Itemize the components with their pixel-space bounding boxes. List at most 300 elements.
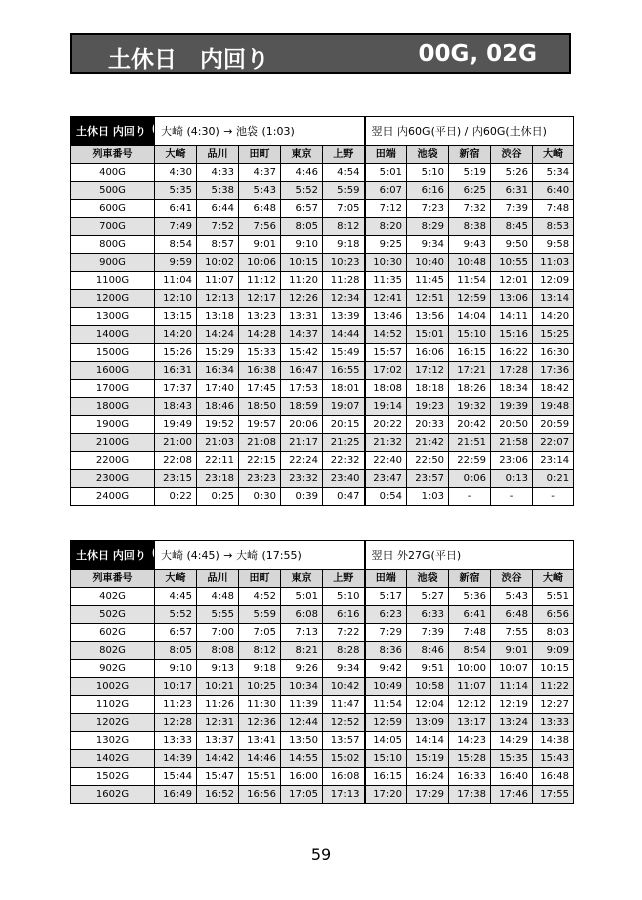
time-cell: 15:10 — [365, 750, 407, 768]
time-cell: 13:33 — [533, 714, 574, 732]
time-cell: 10:23 — [323, 254, 365, 272]
time-cell: 8:05 — [155, 642, 197, 660]
table-row — [71, 398, 574, 416]
table-row — [71, 786, 574, 804]
time-cell: 17:20 — [365, 786, 407, 804]
time-cell: 5:34 — [533, 164, 574, 182]
time-cell: 18:26 — [449, 380, 491, 398]
train-number-cell: 1102G — [71, 696, 155, 714]
time-cell: 8:03 — [533, 624, 574, 642]
time-cell: 20:15 — [323, 416, 365, 434]
time-cell: 10:00 — [449, 660, 491, 678]
table-row — [71, 254, 574, 272]
time-cell: 15:47 — [197, 768, 239, 786]
time-cell: 11:30 — [239, 696, 281, 714]
table-row — [71, 696, 574, 714]
time-cell: 0:30 — [239, 488, 281, 506]
time-cell: 9:01 — [491, 642, 533, 660]
time-cell: 10:49 — [365, 678, 407, 696]
time-cell: 16:15 — [449, 344, 491, 362]
train-number-cell: 1200G — [71, 290, 155, 308]
column-header: 新宿 — [449, 146, 491, 164]
train-number-cell: 1100G — [71, 272, 155, 290]
time-cell: 12:31 — [197, 714, 239, 732]
time-cell: 21:03 — [197, 434, 239, 452]
time-cell: 14:38 — [533, 732, 574, 750]
train-number-cell: 400G — [71, 164, 155, 182]
column-header: 東京 — [281, 570, 323, 588]
column-header: 品川 — [197, 570, 239, 588]
time-cell: 5:19 — [449, 164, 491, 182]
time-cell: 7:39 — [407, 624, 449, 642]
train-number-cell: 402G — [71, 588, 155, 606]
time-cell: 11:45 — [407, 272, 449, 290]
time-cell: 8:54 — [449, 642, 491, 660]
time-cell: 19:14 — [365, 398, 407, 416]
train-number-cell: 600G — [71, 200, 155, 218]
time-cell: 15:49 — [323, 344, 365, 362]
time-cell: 16:15 — [365, 768, 407, 786]
time-cell: 6:57 — [281, 200, 323, 218]
time-cell: 14:05 — [365, 732, 407, 750]
time-cell: 10:15 — [281, 254, 323, 272]
time-cell: 20:50 — [491, 416, 533, 434]
time-cell: 8:38 — [449, 218, 491, 236]
train-number-cell: 700G — [71, 218, 155, 236]
table-row — [71, 236, 574, 254]
time-cell: 15:19 — [407, 750, 449, 768]
time-cell: 14:23 — [449, 732, 491, 750]
time-cell: 17:21 — [449, 362, 491, 380]
table-row — [71, 380, 574, 398]
time-cell: 0:21 — [533, 470, 574, 488]
time-cell: 13:17 — [449, 714, 491, 732]
time-cell: 6:31 — [491, 182, 533, 200]
time-cell: 6:48 — [239, 200, 281, 218]
time-cell: 23:57 — [407, 470, 449, 488]
header-title: 土休日 内回り — [108, 47, 269, 73]
time-cell: 13:50 — [281, 732, 323, 750]
time-cell: 5:01 — [281, 588, 323, 606]
time-cell: 5:01 — [365, 164, 407, 182]
time-cell: 10:17 — [155, 678, 197, 696]
time-cell: 13:46 — [365, 308, 407, 326]
time-cell: 5:43 — [239, 182, 281, 200]
time-cell: 15:25 — [533, 326, 574, 344]
train-number-cell: 1500G — [71, 344, 155, 362]
time-cell: 16:52 — [197, 786, 239, 804]
time-cell: 12:34 — [323, 290, 365, 308]
time-cell: 10:15 — [533, 660, 574, 678]
time-cell: 10:48 — [449, 254, 491, 272]
time-cell: 6:57 — [155, 624, 197, 642]
time-cell: 5:17 — [365, 588, 407, 606]
time-cell: 8:53 — [533, 218, 574, 236]
time-cell: 7:23 — [407, 200, 449, 218]
time-cell: 15:57 — [365, 344, 407, 362]
time-cell: 6:48 — [491, 606, 533, 624]
time-cell: 13:24 — [491, 714, 533, 732]
train-number-cell: 900G — [71, 254, 155, 272]
time-cell: 15:44 — [155, 768, 197, 786]
time-cell: 20:33 — [407, 416, 449, 434]
time-cell: 8:05 — [281, 218, 323, 236]
time-cell: 8:45 — [491, 218, 533, 236]
time-cell: 12:19 — [491, 696, 533, 714]
time-cell: 11:03 — [533, 254, 574, 272]
time-cell: 10:07 — [491, 660, 533, 678]
time-cell: 16:06 — [407, 344, 449, 362]
time-cell: 15:35 — [491, 750, 533, 768]
time-cell: 10:58 — [407, 678, 449, 696]
time-cell: 18:46 — [197, 398, 239, 416]
column-header: 渋谷 — [491, 570, 533, 588]
column-header: 大崎 — [155, 570, 197, 588]
train-number-cell: 2200G — [71, 452, 155, 470]
time-cell: 11:26 — [197, 696, 239, 714]
table-row — [71, 488, 574, 506]
time-cell: 21:42 — [407, 434, 449, 452]
time-cell: 11:22 — [533, 678, 574, 696]
time-cell: 18:18 — [407, 380, 449, 398]
time-cell: 10:21 — [197, 678, 239, 696]
time-cell: 16:38 — [239, 362, 281, 380]
train-number-cell: 602G — [71, 624, 155, 642]
time-cell: 4:45 — [155, 588, 197, 606]
table-row — [71, 308, 574, 326]
train-number-cell: 502G — [71, 606, 155, 624]
time-cell: 12:09 — [533, 272, 574, 290]
time-cell: 13:23 — [239, 308, 281, 326]
time-cell: 18:42 — [533, 380, 574, 398]
header-train-codes: 00G, 02G — [418, 41, 537, 67]
time-cell: 14:20 — [155, 326, 197, 344]
table-row — [71, 344, 574, 362]
time-cell: 17:37 — [155, 380, 197, 398]
time-cell: 14:46 — [239, 750, 281, 768]
time-cell: 14:39 — [155, 750, 197, 768]
time-cell: 21:58 — [491, 434, 533, 452]
time-cell: 14:52 — [365, 326, 407, 344]
time-cell: 12:59 — [449, 290, 491, 308]
time-cell: 17:46 — [491, 786, 533, 804]
time-cell: 11:23 — [155, 696, 197, 714]
time-cell: 14:37 — [281, 326, 323, 344]
column-header-row — [71, 146, 574, 164]
time-cell: 19:07 — [323, 398, 365, 416]
time-cell: 15:16 — [491, 326, 533, 344]
time-cell: 16:56 — [239, 786, 281, 804]
train-number-cell: 800G — [71, 236, 155, 254]
time-cell: 5:55 — [197, 606, 239, 624]
time-cell: 23:18 — [197, 470, 239, 488]
time-cell: 14:04 — [449, 308, 491, 326]
time-cell: 6:40 — [533, 182, 574, 200]
time-cell: 21:00 — [155, 434, 197, 452]
time-cell: 9:43 — [449, 236, 491, 254]
time-cell: 13:41 — [239, 732, 281, 750]
table-row — [71, 714, 574, 732]
time-cell: 22:08 — [155, 452, 197, 470]
time-cell: 17:55 — [533, 786, 574, 804]
time-cell: 6:25 — [449, 182, 491, 200]
table-row — [71, 416, 574, 434]
time-cell: 18:59 — [281, 398, 323, 416]
table-row — [71, 606, 574, 624]
train-number-cell: 1502G — [71, 768, 155, 786]
time-cell: 8:29 — [407, 218, 449, 236]
time-cell: 4:46 — [281, 164, 323, 182]
time-cell: 10:34 — [281, 678, 323, 696]
time-cell: 8:54 — [155, 236, 197, 254]
next-day-note: 翌日 内60G(平日) / 内60G(土休日) — [365, 117, 574, 146]
column-header: 東京 — [281, 146, 323, 164]
table-row — [71, 326, 574, 344]
time-cell: 8:46 — [407, 642, 449, 660]
table-row — [71, 452, 574, 470]
time-cell: 7:48 — [449, 624, 491, 642]
table-label: 土休日 内回り — [71, 117, 155, 146]
time-cell: 7:22 — [323, 624, 365, 642]
time-cell: 17:12 — [407, 362, 449, 380]
time-cell: 5:35 — [155, 182, 197, 200]
time-cell: 14:44 — [323, 326, 365, 344]
time-cell: 14:11 — [491, 308, 533, 326]
column-header: 田端 — [365, 146, 407, 164]
route-summary: 大崎 (4:45) → 大崎 (17:55) — [155, 541, 365, 570]
time-cell: 11:04 — [155, 272, 197, 290]
train-number-cell: 1400G — [71, 326, 155, 344]
column-header: 大崎 — [533, 570, 574, 588]
time-cell: 23:23 — [239, 470, 281, 488]
time-cell: 0:22 — [155, 488, 197, 506]
route-summary: 大崎 (4:30) → 池袋 (1:03) — [155, 117, 365, 146]
time-cell: 17:28 — [491, 362, 533, 380]
table-row — [71, 272, 574, 290]
time-cell: 9:01 — [239, 236, 281, 254]
column-header: 上野 — [323, 570, 365, 588]
time-cell: 15:02 — [323, 750, 365, 768]
time-cell: 20:42 — [449, 416, 491, 434]
time-cell: 19:39 — [491, 398, 533, 416]
time-cell: 19:32 — [449, 398, 491, 416]
table-row — [71, 732, 574, 750]
time-cell: - — [533, 488, 574, 506]
time-cell: 1:03 — [407, 488, 449, 506]
time-cell: 5:59 — [323, 182, 365, 200]
time-cell: 11:12 — [239, 272, 281, 290]
time-cell: 13:18 — [197, 308, 239, 326]
time-cell: 7:29 — [365, 624, 407, 642]
time-cell: 6:08 — [281, 606, 323, 624]
time-cell: 21:17 — [281, 434, 323, 452]
time-cell: 12:41 — [365, 290, 407, 308]
time-cell: 5:51 — [533, 588, 574, 606]
table-row — [71, 362, 574, 380]
time-cell: 23:14 — [533, 452, 574, 470]
train-number-cell: 2400G — [71, 488, 155, 506]
time-cell: 12:10 — [155, 290, 197, 308]
timetable-00g — [70, 116, 574, 506]
time-cell: 5:43 — [491, 588, 533, 606]
time-cell: 7:39 — [491, 200, 533, 218]
train-number-cell: 1202G — [71, 714, 155, 732]
time-cell: 11:54 — [365, 696, 407, 714]
time-cell: 10:25 — [239, 678, 281, 696]
time-cell: 6:33 — [407, 606, 449, 624]
table-row — [71, 588, 574, 606]
time-cell: 17:53 — [281, 380, 323, 398]
time-cell: 21:51 — [449, 434, 491, 452]
time-cell: 16:47 — [281, 362, 323, 380]
time-cell: 21:32 — [365, 434, 407, 452]
column-header: 田町 — [239, 146, 281, 164]
time-cell: 15:01 — [407, 326, 449, 344]
time-cell: 5:36 — [449, 588, 491, 606]
time-cell: 17:38 — [449, 786, 491, 804]
time-cell: 6:41 — [449, 606, 491, 624]
time-cell: 5:27 — [407, 588, 449, 606]
time-cell: 9:59 — [155, 254, 197, 272]
time-cell: 23:47 — [365, 470, 407, 488]
time-cell: 5:26 — [491, 164, 533, 182]
train-number-cell: 902G — [71, 660, 155, 678]
time-cell: 8:57 — [197, 236, 239, 254]
time-cell: 10:40 — [407, 254, 449, 272]
time-cell: 11:07 — [449, 678, 491, 696]
table-label: 土休日 内回り — [71, 541, 155, 570]
time-cell: 9:34 — [407, 236, 449, 254]
time-cell: 16:24 — [407, 768, 449, 786]
time-cell: 10:06 — [239, 254, 281, 272]
page-header-banner — [70, 33, 571, 74]
time-cell: 0:39 — [281, 488, 323, 506]
time-cell: 13:33 — [155, 732, 197, 750]
time-cell: 17:45 — [239, 380, 281, 398]
time-cell: 10:02 — [197, 254, 239, 272]
time-cell: 9:10 — [155, 660, 197, 678]
time-cell: 12:13 — [197, 290, 239, 308]
time-cell: 17:13 — [323, 786, 365, 804]
column-header: 新宿 — [449, 570, 491, 588]
time-cell: 19:48 — [533, 398, 574, 416]
time-cell: 22:32 — [323, 452, 365, 470]
time-cell: 12:17 — [239, 290, 281, 308]
time-cell: 18:43 — [155, 398, 197, 416]
time-cell: 11:35 — [365, 272, 407, 290]
time-cell: 12:01 — [491, 272, 533, 290]
time-cell: 20:59 — [533, 416, 574, 434]
time-cell: 9:09 — [533, 642, 574, 660]
time-cell: 14:42 — [197, 750, 239, 768]
column-header: 池袋 — [407, 146, 449, 164]
time-cell: 8:21 — [281, 642, 323, 660]
time-cell: 22:40 — [365, 452, 407, 470]
time-cell: 5:38 — [197, 182, 239, 200]
time-cell: 14:29 — [491, 732, 533, 750]
time-cell: 4:33 — [197, 164, 239, 182]
time-cell: 15:10 — [449, 326, 491, 344]
time-cell: 7:00 — [197, 624, 239, 642]
table-row — [71, 660, 574, 678]
time-cell: 7:32 — [449, 200, 491, 218]
time-cell: 13:14 — [533, 290, 574, 308]
time-cell: 0:06 — [449, 470, 491, 488]
train-number-cell: 1900G — [71, 416, 155, 434]
time-cell: 21:08 — [239, 434, 281, 452]
time-cell: 22:07 — [533, 434, 574, 452]
time-cell: 11:39 — [281, 696, 323, 714]
column-header: 列車番号 — [71, 570, 155, 588]
time-cell: 9:13 — [197, 660, 239, 678]
time-cell: 9:50 — [491, 236, 533, 254]
time-cell: 9:25 — [365, 236, 407, 254]
time-cell: 17:40 — [197, 380, 239, 398]
time-cell: 12:52 — [323, 714, 365, 732]
table-row — [71, 642, 574, 660]
time-cell: 4:37 — [239, 164, 281, 182]
table-row — [71, 750, 574, 768]
time-cell: 7:52 — [197, 218, 239, 236]
table-row — [71, 200, 574, 218]
time-cell: 8:28 — [323, 642, 365, 660]
time-cell: 12:12 — [449, 696, 491, 714]
time-cell: - — [449, 488, 491, 506]
time-cell: 19:57 — [239, 416, 281, 434]
time-cell: 5:52 — [281, 182, 323, 200]
time-cell: 16:55 — [323, 362, 365, 380]
time-cell: 0:13 — [491, 470, 533, 488]
time-cell: 11:47 — [323, 696, 365, 714]
time-cell: 5:10 — [407, 164, 449, 182]
time-cell: 14:20 — [533, 308, 574, 326]
time-cell: 9:51 — [407, 660, 449, 678]
time-cell: 22:24 — [281, 452, 323, 470]
time-cell: 17:02 — [365, 362, 407, 380]
time-cell: 18:08 — [365, 380, 407, 398]
time-cell: 17:29 — [407, 786, 449, 804]
next-day-note: 翌日 外27G(平日) — [365, 541, 574, 570]
time-cell: 22:15 — [239, 452, 281, 470]
time-cell: 5:59 — [239, 606, 281, 624]
table-row — [71, 290, 574, 308]
column-header: 大崎 — [155, 146, 197, 164]
time-cell: 16:08 — [323, 768, 365, 786]
time-cell: 6:56 — [533, 606, 574, 624]
time-cell: 7:13 — [281, 624, 323, 642]
time-cell: 7:56 — [239, 218, 281, 236]
time-cell: 6:16 — [323, 606, 365, 624]
time-cell: 11:07 — [197, 272, 239, 290]
time-cell: 16:33 — [449, 768, 491, 786]
time-cell: 5:10 — [323, 588, 365, 606]
time-cell: 11:14 — [491, 678, 533, 696]
time-cell: 7:55 — [491, 624, 533, 642]
train-number-cell: 1602G — [71, 786, 155, 804]
time-cell: 16:49 — [155, 786, 197, 804]
time-cell: 20:06 — [281, 416, 323, 434]
train-number-cell: 1302G — [71, 732, 155, 750]
time-cell: 13:31 — [281, 308, 323, 326]
time-cell: 13:57 — [323, 732, 365, 750]
time-cell: 6:16 — [407, 182, 449, 200]
time-cell: 13:39 — [323, 308, 365, 326]
table-row — [71, 470, 574, 488]
time-cell: 9:18 — [239, 660, 281, 678]
time-cell: 16:40 — [491, 768, 533, 786]
time-cell: 14:55 — [281, 750, 323, 768]
time-cell: 7:48 — [533, 200, 574, 218]
